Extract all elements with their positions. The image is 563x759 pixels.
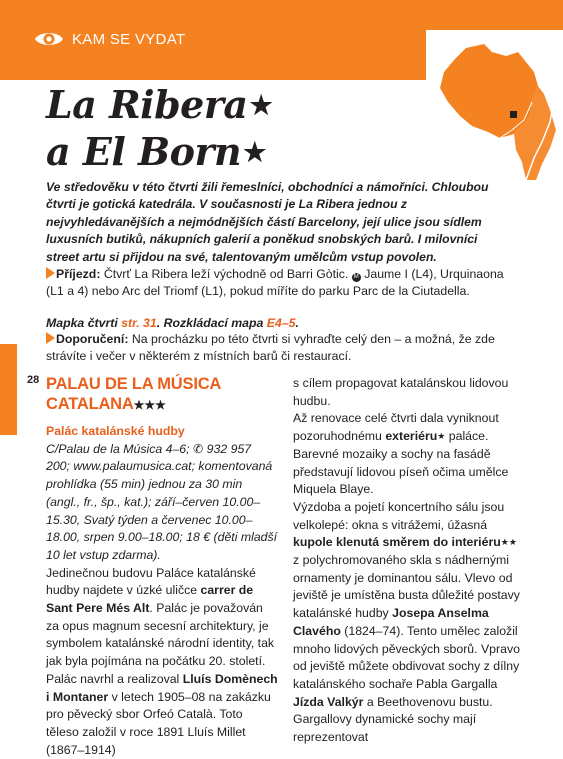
district-locator-map bbox=[426, 30, 563, 182]
title-star-1: ★ bbox=[249, 91, 273, 121]
plan-label: Rozkládací mapa bbox=[163, 316, 264, 330]
plan-grid-link[interactable]: E4–5 bbox=[266, 316, 296, 330]
page-tab bbox=[0, 344, 17, 435]
map-reference: Mapka čtvrti str. 31. Rozkládací mapa E4–5. bbox=[46, 316, 299, 330]
page-title bbox=[46, 82, 272, 176]
metro-icon: M bbox=[353, 274, 359, 280]
entry-body-left: Jedinečnou budovu Paláce katalánské hudby najdete v úzké uličce carrer de Sant Pere Més Alt. Palác je považován za opus magnum secesní architektury, je symbolem katalánské národní identity, tak jak byla pojímána na počátku 20. století. Palác navrhl a realizoval Lluís Domènech i Montaner v letech 1905–08 na zakázku pro pěvecký sbor Orfeó Català. Toto těleso založil v roce 1891 Lluís Millet (1867–1914) bbox=[46, 565, 278, 757]
right-column bbox=[293, 375, 525, 747]
map-page-link[interactable]: str. 31 bbox=[121, 316, 157, 330]
entry-body-right-1: s cílem propagovat katalánskou lidovou hudbu. bbox=[293, 376, 509, 408]
arrival-label: Příjezd: bbox=[56, 267, 101, 281]
entry-title: PALAU DE LA MÚSICA CATALANA★★★ bbox=[46, 375, 222, 413]
page-number: 28 bbox=[27, 374, 40, 386]
intro-paragraph: Ve středověku v této čtvrti žili řemeslníci, obchodníci a námořníci. Chloubou čtvrti je gotická katedrála. V současnosti je La Ribera jednou z nejvyhledávanějších a nejmódnějších částí Barcelony, její ulice jsou sídlem luxusních butiků, nákupních galerií a poněkud snobských barů. I milovníci street artu si přijdou na své, talentovaným umělcům vstup povolen. bbox=[46, 180, 489, 264]
title-line-2: a El Born bbox=[46, 129, 242, 174]
entry-subtitle: Palác katalánské hudby bbox=[46, 424, 185, 438]
entry-body-right-2: Až renovace celé čtvrti dala vyniknout pozoruhodnému exteriéru★ paláce. Barevné mozaiky a sochy na fasádě představují lidovou píseň očima umělce Miquela Blaye. bbox=[293, 411, 509, 497]
district-marker bbox=[510, 111, 517, 118]
entry-body-right-3: Výzdoba a pojetí koncertního sálu jsou velkolepé: okna s vitrážemi, úžasná kupole klenutá směrem do interiéru★★ z polychromovaného skla s nádhernými ornamenty je dominantou sálu. Vlevo od jeviště je umístěna busta důležité postavy katalánské hudby Josepa Anselma Clavého (1824–74). Tento umělec založil mnoho lidových pěveckých sborů. Vpravo od jeviště můžete obdivovat sochy z dílny katalánského sochaře Pabla Gargalla Jízda Valkýr a Beethovenovu bustu. Gargallovy dynamické sochy mají reprezentovat bbox=[293, 499, 520, 745]
title-line-1: La Ribera bbox=[46, 82, 248, 127]
left-column bbox=[46, 374, 278, 759]
entry-details: C/Palau de la Música 4–6; ✆ 932 957 200; www.palaumusica.cat; komentovaná prohlídka (55 min) jednou za 30 min (angl., fr., šp., kat.); září–červen 10.00–15.30, Svatý týden a červenec 10.00–18.00, srpen 9.00–18.00; 18 € (děti mladší 10 let vstup zdarma). bbox=[46, 441, 278, 562]
map-graphic bbox=[426, 30, 563, 182]
section-label: KAM SE VYDAT bbox=[72, 31, 186, 48]
title-star-2: ★ bbox=[243, 138, 266, 168]
tip-text: Na procházku po této čtvrti si vyhraďte celý den – a možná, že zde strávíte i večer v některém z místních barů či restaurací. bbox=[46, 332, 495, 363]
triangle-bullet-icon bbox=[46, 267, 55, 279]
tip-label: Doporučení: bbox=[56, 332, 129, 346]
tip-info bbox=[46, 331, 516, 365]
triangle-bullet-icon bbox=[46, 332, 55, 344]
eye-icon bbox=[34, 29, 64, 49]
arrival-text-1: Čtvrť La Ribera leží východně od Barri Gòtic. bbox=[103, 267, 349, 281]
rating-stars: ★★★ bbox=[133, 398, 166, 412]
arrival-text-2: Jaume I (L4), Urquinaona (L1 a 4) nebo Arc del Triomf (L1), pokud míříte do parku Parc de la Ciutadella. bbox=[46, 267, 504, 298]
arrival-info bbox=[46, 266, 516, 300]
map-label: Mapka čtvrti bbox=[46, 316, 118, 330]
